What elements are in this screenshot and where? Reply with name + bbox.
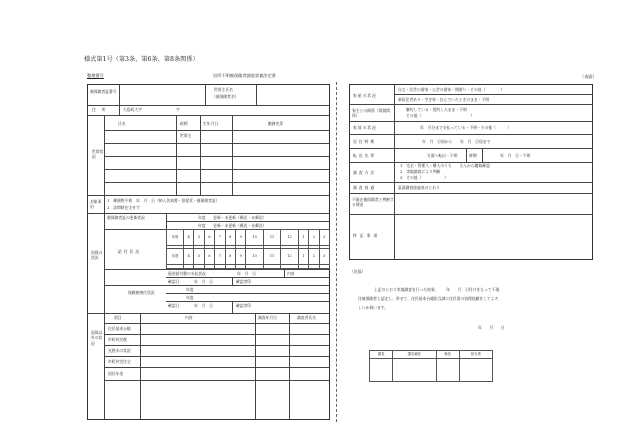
- month-cell: 2: [309, 249, 319, 265]
- family-col-work: 勤務先等: [268, 121, 284, 126]
- address-value: 大島町大字: [123, 107, 142, 112]
- month-cell: 4: [184, 249, 194, 265]
- survey-method-1: 1 完全・管理人・隣人のうち さんから聴取確認: [400, 163, 490, 168]
- month-cell: 3: [319, 249, 329, 265]
- benefit-month-grid: [166, 229, 330, 269]
- renewal-row-2: 年度 更新・未更新（郵送・未郵送）: [198, 223, 267, 228]
- house-status-value-2: 新居住者あり・空き家・住んでいたときのまま・不明: [398, 97, 490, 102]
- other-col-content: 内容: [185, 315, 193, 320]
- target-reason-item-1: 1 郵便物不着 年 月 日（納入告知書・督促状・被保険者証）: [107, 198, 220, 203]
- benefit-year-label: 年度: [167, 249, 184, 265]
- month-cell: 10: [246, 249, 263, 265]
- survey-method-3: 3 その他（ ）: [400, 175, 448, 180]
- approval-stamp-table: [369, 350, 493, 382]
- month-cell: 9: [235, 249, 245, 265]
- confirm-date-label: 確認日: [168, 279, 180, 284]
- month-cell: 1: [298, 230, 308, 246]
- approval-col-subsection-chief: 係長: [436, 351, 459, 359]
- month-cell: 8: [225, 230, 235, 246]
- other-col-date: 調査年月日: [258, 315, 277, 320]
- month-cell: 5: [194, 249, 204, 265]
- management-number-label: 整理番号: [87, 73, 104, 78]
- month-cell: 6: [204, 249, 214, 265]
- renewal-status-label: 被保険者証の更新状況: [107, 215, 145, 220]
- month-cell: 9: [235, 230, 245, 246]
- benefit-year-label: 年度: [167, 230, 184, 246]
- other-item-municipal-tax: 市町村民税: [108, 337, 127, 342]
- family-col-name: 氏名: [118, 121, 126, 126]
- landlord-label: 家主との関係（賃貸関係）: [352, 108, 390, 119]
- decision-text-3: しいか伺います。: [358, 305, 389, 310]
- survey-method-2: 2 実地調査により判断: [400, 169, 441, 174]
- tax-confirm-label: 確認日: [168, 303, 180, 308]
- approval-col-section-chief: 課長: [370, 351, 393, 359]
- family-section-label: 世帯状況: [92, 149, 104, 159]
- house-status-value-1: 自宅・民営の借家・公営の借家・間借り・その他（ ）: [398, 87, 505, 92]
- special-notes-label: 特記事項: [353, 233, 381, 238]
- family-col-birth: 生年月日: [203, 121, 219, 126]
- target-reason-item-2: 2 訪問時在宅せず: [107, 205, 140, 210]
- family-col-relation: 続柄: [180, 121, 188, 126]
- confirmer-label: 確認者印: [236, 279, 252, 284]
- month-cell: 11: [263, 230, 280, 246]
- other-status-label: 国保以外の状況: [91, 330, 103, 346]
- month-cell: 12: [281, 230, 298, 246]
- approval-col-staff: 担当者: [459, 351, 492, 359]
- month-cell: 11: [263, 249, 280, 265]
- house-status-label: 家屋の状況: [353, 93, 377, 98]
- landlord-value-2: その他（ ）: [406, 113, 475, 118]
- other-item-national-pension: 国民年金: [108, 371, 124, 376]
- other-col-item: 項目: [114, 315, 122, 320]
- landlord-value-1: 解約している・契約したまま・不明: [406, 107, 467, 112]
- nonresident-reason-label: 不現在被保険者と判断する理由: [352, 197, 394, 208]
- householder-label: 世帯主氏名: [214, 87, 233, 92]
- tax-confirm-date: 年 月 日: [194, 303, 213, 308]
- national-insurance-label: 国保の状況: [91, 250, 103, 261]
- document-title: 居所不明被保険者調査票兼決定書: [213, 73, 276, 78]
- survey-progress-value: 裏面調査経過表のとおり: [398, 185, 440, 190]
- confirm-date-value: 年 月 日: [194, 279, 213, 284]
- decision-text-1: 上記のとおり実地調査を行った結果、 年 月 日付けをもって不現: [374, 287, 500, 292]
- householder-sub-label: （被保険者名）: [212, 94, 239, 99]
- approval-col-deputy-chief: 課長補佐: [393, 351, 436, 359]
- month-cell: 7: [215, 230, 225, 246]
- other-item-utilities: 光熱水の状況: [108, 348, 131, 353]
- insured-no-label: 被保険者証番号: [90, 89, 117, 94]
- move-destination-value: 方面へ転出・不明: [427, 153, 458, 158]
- other-item-municipal-housing: 市町村営住宅: [108, 359, 131, 364]
- form-number: 様式第1号（第3条、第6条、第8条関係）: [84, 56, 199, 63]
- month-cell: 8: [225, 249, 235, 265]
- tax-payment-label: 保険税納付状況: [128, 290, 155, 295]
- address-label: 住所: [92, 107, 112, 112]
- month-cell: 4: [184, 230, 194, 246]
- cash-payment-content: 内容: [287, 271, 295, 276]
- cash-payment-label: 現金給付費の支払状況: [168, 271, 206, 276]
- target-reason-label: 対象事由: [90, 199, 102, 210]
- month-cell: 10: [246, 230, 263, 246]
- decision-date: 年 月 日: [478, 325, 505, 330]
- month-cell: 6: [204, 230, 214, 246]
- month-cell: 1: [298, 249, 308, 265]
- survey-method-label: 調査方法: [353, 170, 377, 175]
- tax-year-1: 年度: [186, 287, 194, 292]
- month-cell: 2: [309, 230, 319, 246]
- other-item-resident-register: 住民基本台帳: [108, 326, 131, 331]
- residence-period-label: 居住時期: [353, 139, 377, 144]
- month-cell: 7: [215, 249, 225, 265]
- move-destination-label: 転出先等: [353, 153, 377, 158]
- rent-status-label: 家賃の状況: [353, 125, 377, 130]
- survey-progress-label: 調査経過: [353, 185, 377, 190]
- rent-status-value: 年 月分まで支払っている・不明・その他（ ）: [420, 125, 512, 130]
- month-cell: 5: [194, 230, 204, 246]
- tax-year-2: 年度: [186, 295, 194, 300]
- residence-period-value: 年 月 日頃から 年 月 日頃まで: [422, 139, 491, 144]
- other-col-investigator: 調査者氏名: [297, 315, 316, 320]
- reverse-side-label: （表面）: [580, 74, 597, 79]
- move-period-label: 時期: [469, 153, 477, 158]
- benefit-status-label: 給付状況: [118, 249, 142, 254]
- renewal-row-1: 年度 更新・未更新（郵送・未郵送）: [198, 215, 267, 220]
- cash-payment-date: 年 月 日: [237, 271, 256, 276]
- fold-line: [336, 82, 337, 422]
- decision-label: （決裁）: [350, 269, 366, 274]
- family-relation-value: 世帯主: [180, 133, 192, 138]
- address-aza: 字: [176, 107, 180, 112]
- month-cell: 3: [319, 230, 329, 246]
- decision-text-2: 住被保険者と認定し、併せて、住民基本台帳担当課に住民票の処理依頼をしてよろ: [358, 296, 499, 301]
- month-cell: 12: [281, 249, 298, 265]
- move-period-value: 年 月 日・不明: [500, 153, 531, 158]
- tax-confirmer-label: 確認者印: [236, 303, 252, 308]
